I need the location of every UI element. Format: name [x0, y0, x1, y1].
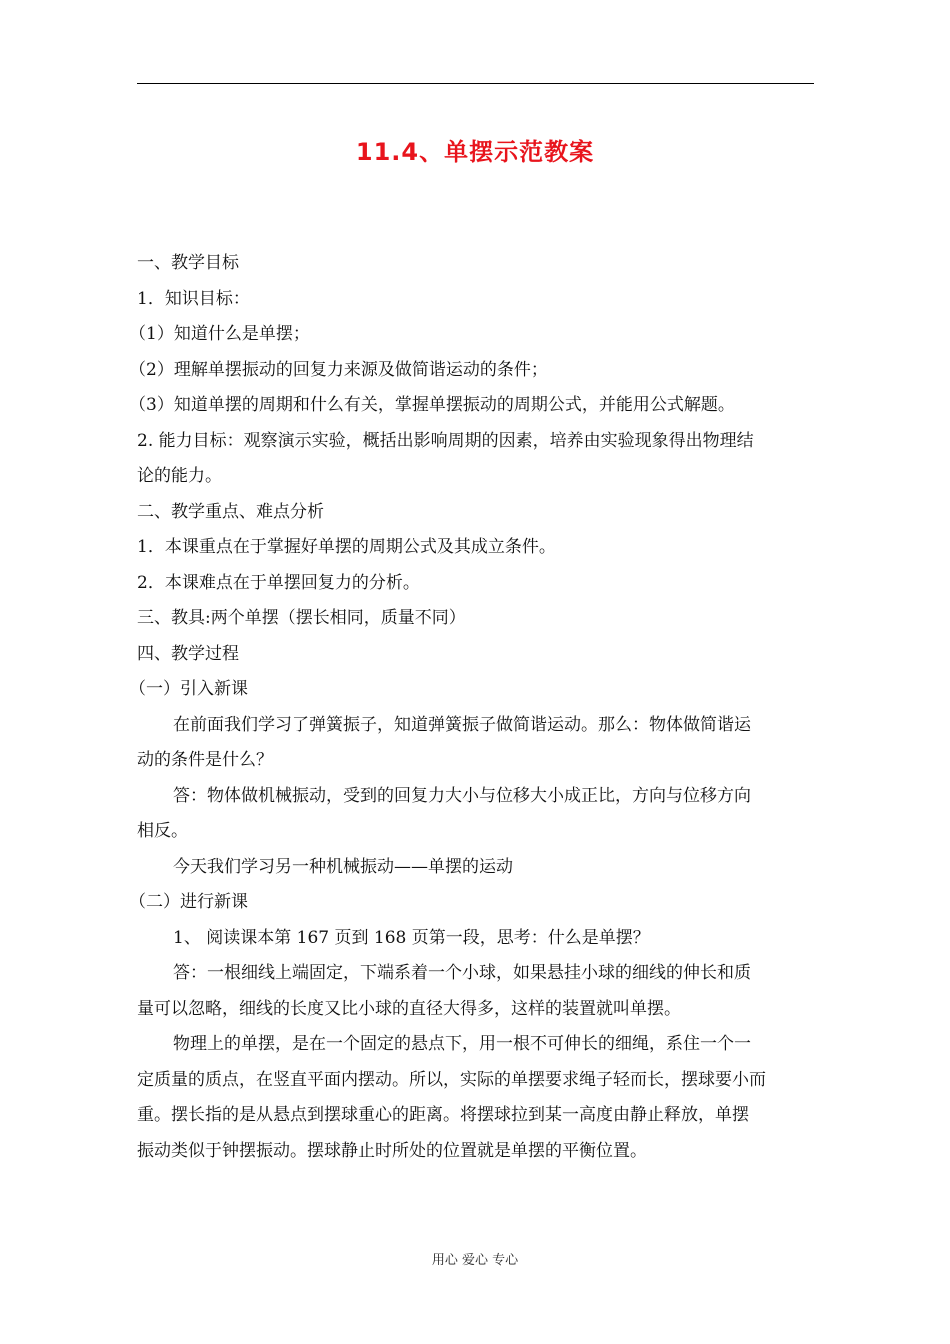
text-line: 答：物体做机械振动，受到的回复力大小与位移大小成正比，方向与位移方向 [173, 785, 751, 806]
text-line: 定质量的质点，在竖直平面内摆动。所以，实际的单摆要求绳子轻而长，摆球要小而 [137, 1069, 766, 1090]
text-line: 振动类似于钟摆振动。摆球静止时所处的位置就是单摆的平衡位置。 [137, 1140, 647, 1161]
text-line: 量可以忽略，细线的长度又比小球的直径大得多，这样的装置就叫单摆。 [137, 998, 681, 1019]
text-line: （二）进行新课 [129, 892, 248, 912]
text-line: 在前面我们学习了弹簧振子，知道弹簧振子做简谐运动。那么：物体做简谐运 [173, 714, 751, 735]
document-body [129, 246, 814, 1169]
text-line: 一、教学目标 [137, 253, 239, 273]
text-line: 三、教具:两个单摆（摆长相同，质量不同） [137, 608, 466, 628]
text-line: 1．知识目标： [137, 288, 250, 309]
text-line: 物理上的单摆，是在一个固定的悬点下，用一根不可伸长的细绳，系住一个一 [173, 1034, 751, 1054]
text-line: 1．本课重点在于掌握好单摆的周期公式及其成立条件。 [137, 537, 556, 557]
document-title: 11.4、单摆示范教案 [355, 138, 595, 166]
text-line: 论的能力。 [137, 466, 222, 486]
text-line: 重。摆长指的是从悬点到摆球重心的距离。将摆球拉到某一高度由静止释放，单摆 [137, 1105, 749, 1125]
text-line: （3）知道单摆的周期和什么有关，掌握单摆振动的周期公式，并能用公式解题。 [129, 395, 735, 415]
text-line: 相反。 [137, 821, 188, 841]
text-line: （1）知道什么是单摆； [129, 324, 310, 344]
text-line: 四、教学过程 [137, 643, 239, 664]
text-line: 答：一根细线上端固定，下端系着一个小球，如果悬挂小球的细线的伸长和质 [173, 963, 751, 983]
text-line: （一）引入新课 [129, 679, 248, 699]
text-line: 今天我们学习另一种机械振动——单摆的运动 [173, 856, 513, 877]
text-line: 2．本课难点在于单摆回复力的分析。 [137, 572, 420, 593]
page-footer: 用心 爱心 专心 [431, 1253, 519, 1268]
header-rule [137, 83, 814, 84]
text-line: 二、教学重点、难点分析 [137, 501, 324, 522]
text-line: 2. 能力目标：观察演示实验，概括出影响周期的因素，培养由实验现象得出物理结 [137, 430, 754, 451]
text-line: （2）理解单摆振动的回复力来源及做简谐运动的条件； [129, 359, 548, 380]
text-line: 动的条件是什么？ [137, 750, 273, 770]
text-line: 1、 阅读课本第 167 页到 168 页第一段，思考：什么是单摆？ [173, 927, 650, 948]
